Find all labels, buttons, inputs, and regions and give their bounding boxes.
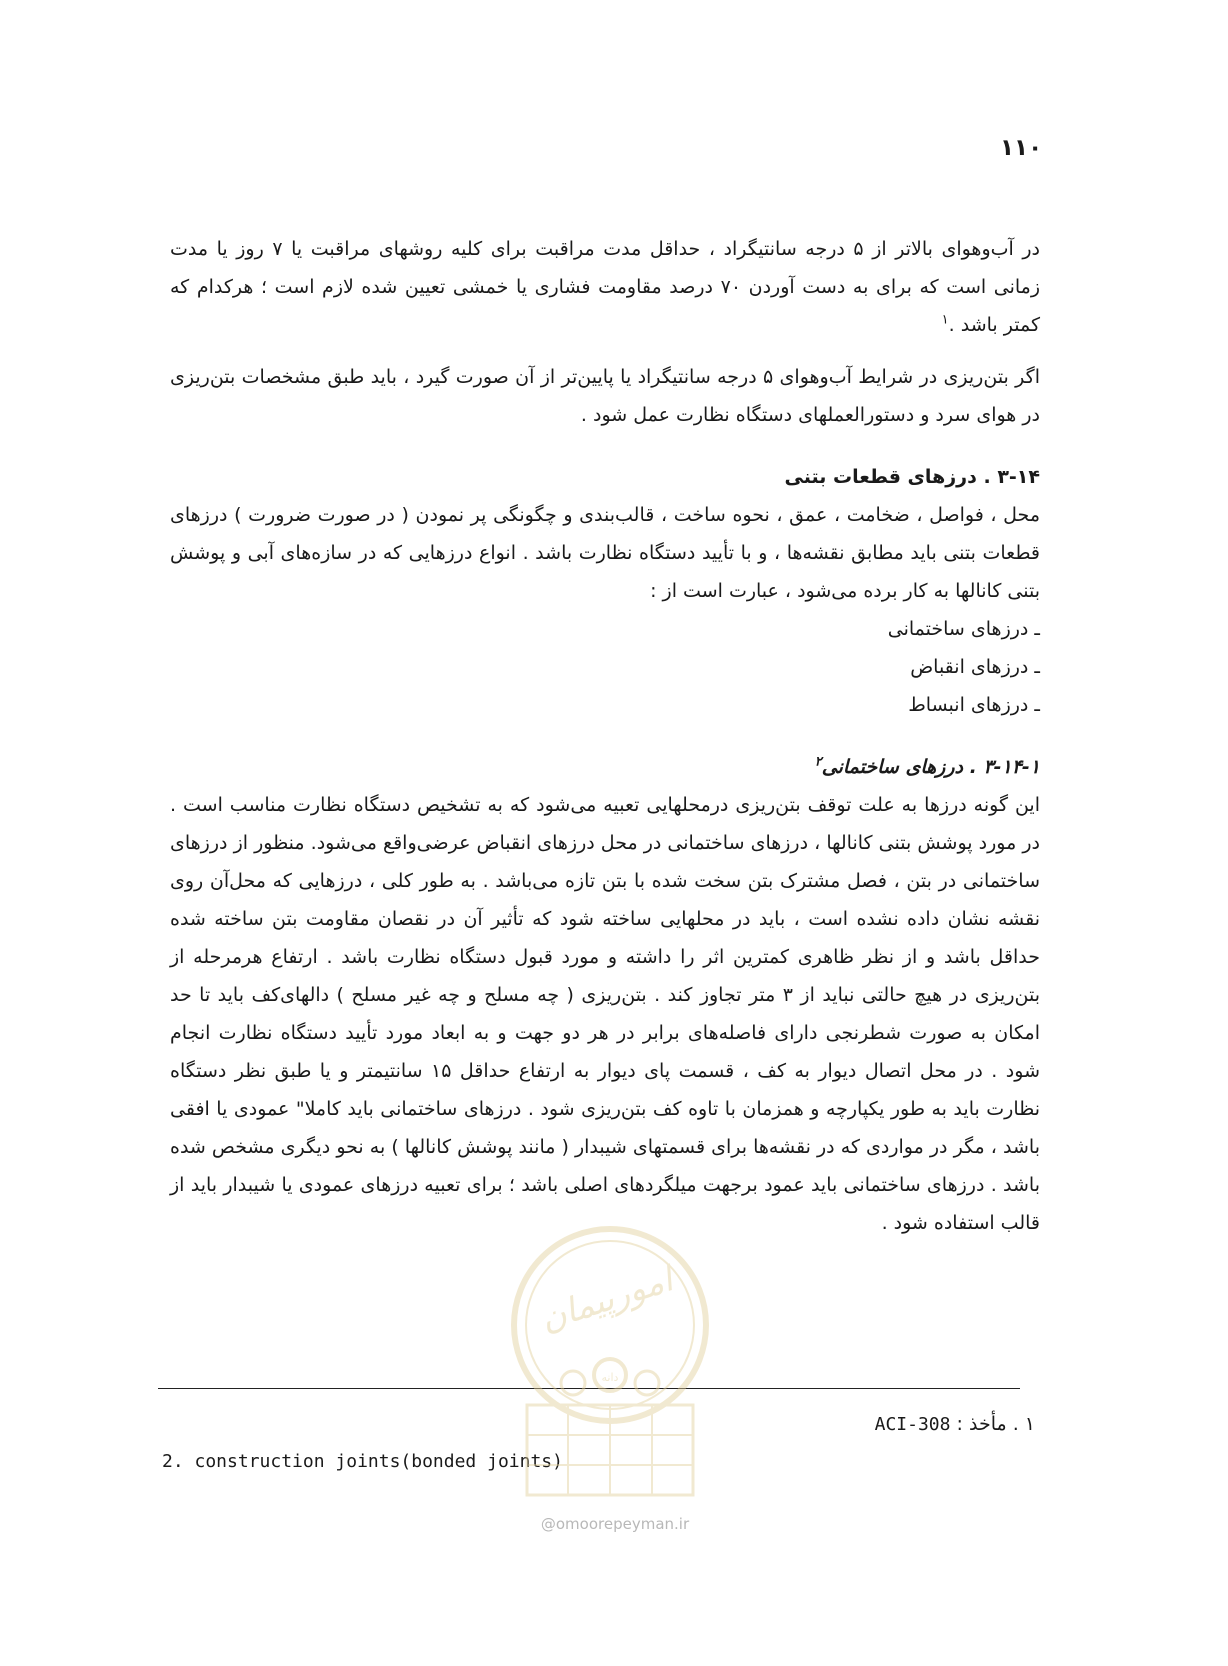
footnote-2: 2. construction joints(bonded joints)	[162, 1451, 563, 1472]
watermark-inner: دانه	[601, 1371, 619, 1384]
watermark-url: @omoorepeyman.ir	[540, 1515, 690, 1533]
watermark-brand: امورپیمان	[535, 1259, 678, 1340]
footnote-ref-1: ۱	[941, 312, 949, 328]
section-joints-body: محل ، فواصل ، ضخامت ، عمق ، نحوه ساخت ، قالب‌بندی و چگونگی پر نمودن ( در صورت ضرورت ) درزهای قطعات بتنی باید مطابق نقشه‌ها ، و با تأیید دستگاه نظارت باشد . انواع درزهایی که در سازه‌های آبی و پوشش بتنی کانالها به کار برده می‌شود ، عبارت است از :	[170, 504, 1040, 602]
intro-paragraph-2: اگر بتن‌ریزی در شرایط آب‌وهوای ۵ درجه سانتیگراد یا پایین‌تر از آن صورت گیرد ، باید طبق مشخصات بتن‌ریزی در هوای سرد و دستورالعملهای دستگاه نظارت عمل شود .	[170, 366, 1040, 426]
intro-paragraph-1: در آب‌وهوای بالاتر از ۵ درجه سانتیگراد ، حداقل مدت مراقبت برای کلیه روشهای مراقبت یا ۷ روز یا مدت زمانی است که برای به دست آوردن ۷۰ درصد مقاومت فشاری یا خمشی تعیین شده لازم است ؛ هرکدام که کمتر باشد .$^۱$	[170, 238, 1041, 336]
footnote-ref-2: ۲	[814, 754, 822, 770]
list-item: ـ درزهای انقباض	[170, 648, 1040, 686]
list-item: ـ درزهای انبساط	[170, 686, 1040, 724]
section-heading-construction-joints: ۳-۱۴-۱ . درزهای ساختمانی$^۲$	[814, 754, 1040, 778]
joint-types-list	[170, 610, 1040, 724]
footnote-1: ۱ . مأخذ : ACI-308	[874, 1413, 1035, 1435]
section-construction-joints-body: این گونه درزها به علت توقف بتن‌ریزی درمحلهایی تعبیه می‌شود که به تشخیص دستگاه نظارت مناسب است . در مورد پوشش بتنی کانالها ، درزهای ساختمانی در محل درزهای انقباض عرضی‌واقع می‌شود. منظور از درزهای ساختمانی در بتن ، فصل مشترک بتن سخت شده با بتن تازه می‌باشد . به طور کلی ، درزهایی که محل‌آن روی نقشه نشان داده نشده است ، باید در محلهایی ساخته شود که تأثیر آن در نقصان مقاومت بتن ساخته شده حداقل باشد و از نظر ظاهری کمترین اثر را داشته و مورد قبول دستگاه نظارت باشد . ارتفاع هرمرحله از بتن‌ریزی در هیچ حالتی نباید از ۳ متر تجاوز کند . بتن‌ریزی ( چه مسلح و چه غیر مسلح ) دالهای‌کف باید تا حد امکان به صورت شطرنجی دارای فاصله‌های برابر در هر دو جهت و به ابعاد مورد تأیید دستگاه نظارت انجام شود . در محل اتصال دیوار به کف ، قسمت پای دیوار به ارتفاع حداقل ۱۵ سانتیمتر و یا طبق نظر دستگاه نظارت باید به طور یکپارچه و همزمان با تاوه کف بتن‌ریزی شود . درزهای ساختمانی باید کاملا" عمودی یا افقی باشد ، مگر در مواردی که در نقشه‌ها برای قسمتهای شیبدار ( مانند پوشش کانالها ) به نحو دیگری مشخص شده باشد . درزهای ساختمانی باید عمود برجهت میلگردهای اصلی باشد ؛ برای تعبیه درزهای عمودی یا شیبدار باید از قالب استفاده شود .	[170, 794, 1040, 1234]
document-body	[170, 230, 1040, 1242]
section-heading-joints: ۳-۱۴ . درزهای قطعات بتنی	[784, 466, 1040, 488]
page-number: ۱۱۰	[1000, 135, 1043, 161]
list-item: ـ درزهای ساختمانی	[170, 610, 1040, 648]
watermark-logo	[505, 1215, 715, 1505]
